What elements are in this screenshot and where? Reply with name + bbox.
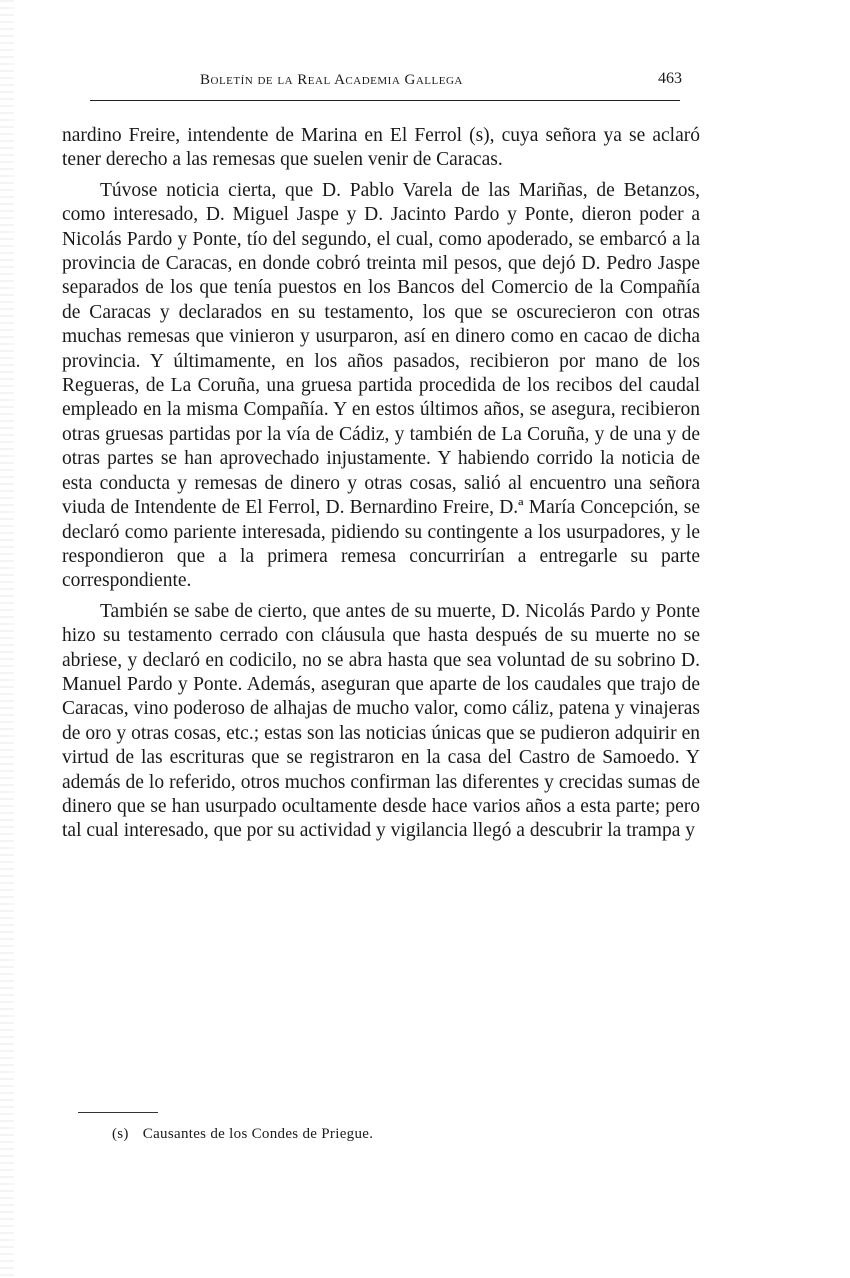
running-title: Boletín de la Real Academia Gallega (200, 72, 463, 88)
scan-edge-noise (0, 0, 14, 1278)
footnote (112, 1126, 373, 1143)
paragraph-tuvose: Túvose noticia cierta, que D. Pablo Varela de las Mariñas, de Betanzos, como interesado, D. Miguel Jaspe y D. Jacinto Pardo y Ponte, dieron poder a Nicolás Pardo y Ponte, tío del segundo, el cual, como apoderado, se embarcó a la provincia de Caracas, en donde cobró treinta mil pesos, que dejó D. Pedro Jaspe separados de los que tenía puestos en los Bancos del Comercio de la Compañía de Caracas y declarados en su testamento, los que se oscurecieron con otras muchas remesas que vinieron y usurparon, así en dinero como en cacao de dicha provincia. Y últimamente, en los años pasados, recibieron por mano de los Regueras, de La Coruña, una gruesa partida procedida de los recibos del caudal empleado en la misma Compañía. Y en estos últimos años, se asegura, recibieron otras gruesas partidas por la vía de Cádiz, y también de La Coruña, y de una y de otras partes se han aprovechado injustamente. Y habiendo corrido la noticia de esta conducta y remesas de dinero y otras cosas, salió al encuentro una señora viuda de Intendente de El Ferrol, D. Bernardino Freire, D.ª María Concepción, se declaró como pariente interesada, pidiendo su contingente a los usurpadores, y le respondieron que a la primera remesa concurrirían a entregarle su parte correspondiente. (62, 179, 700, 592)
paragraph-continuation: nardino Freire, intendente de Marina en El Ferrol (s), cuya señora ya se aclaró tener derecho a las remesas que suelen venir de Caracas. (62, 125, 700, 171)
footnote-rule (78, 1112, 158, 1113)
page-header (90, 66, 690, 102)
footnote-mark: (s) (112, 1126, 129, 1142)
footnote-text: Causantes de los Condes de Priegue. (142, 1126, 374, 1142)
page-number: 463 (658, 70, 682, 87)
body-text (62, 124, 700, 844)
paragraph-tambien: También se sabe de cierto, que antes de su muerte, D. Nicolás Pardo y Ponte hizo su testamento cerrado con cláusula que hasta después de su muerte no se abriese, y declaró en codicilo, no se abra hasta que sea voluntad de su sobrino D. Manuel Pardo y Ponte. Además, aseguran que aparte de los caudales que trajo de Caracas, vino poderoso de alhajas de mucho valor, como cáliz, patena y vinajeras de oro y otras cosas, etc.; estas son las noticias únicas que se pudieron adquirir en virtud de las escrituras que se registraron en la casa del Castro de Samoedo. Y además de lo referido, otros muchos confirman las diferentes y crecidas sumas de dinero que se han usurpado ocultamente desde hace varios años a esta parte; pero tal cual interesado, que por su actividad y vigilancia llegó a descubrir la trampa y (62, 600, 700, 842)
header-rule (90, 100, 680, 101)
